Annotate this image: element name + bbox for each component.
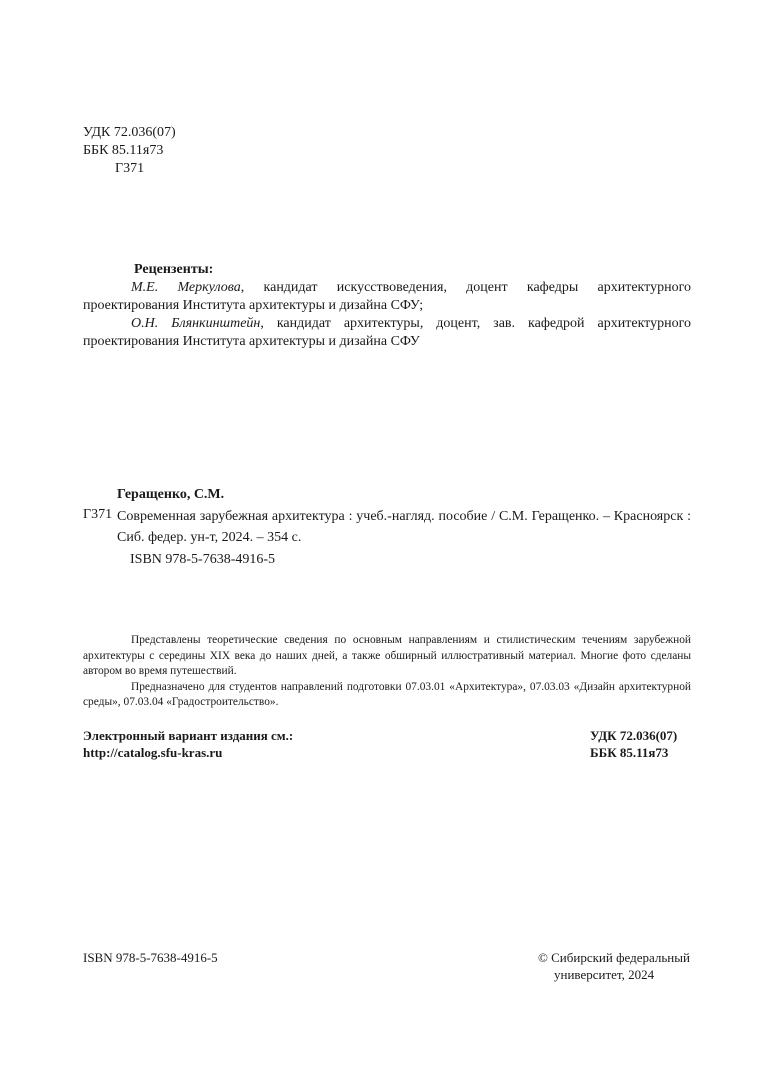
copyright [538,949,698,983]
annotation-paragraph: Предназначено для студентов направлений подготовки 07.03.01 «Архитектура», 07.03.03 «Дизайн архитектурной среды», 07.03.04 «Градостроительство». [83,680,691,708]
bbk-code: ББК 85.11я73 [83,143,164,158]
record-isbn: ISBN 978-5-7638-4916-5 [130,552,276,567]
electronic-label: Электронный вариант издания см.: [83,728,294,743]
record-description: Современная зарубежная архитектура : учеб.-нагляд. пособие / С.М. Геращенко. – Красноярск : Сиб. федер. ун-т, 2024. – 354 с. [117,509,691,545]
electronic-bbk: ББК 85.11я73 [590,745,669,760]
bibliographic-record [83,486,691,569]
reviewer-name: О.Н. Блянкинштейн [131,316,261,331]
reviewers-section [83,261,691,351]
reviewers-heading: Рецензенты: [134,262,214,277]
electronic-version [83,727,403,761]
author-sign: Г371 [115,161,145,176]
reviewer-item [83,279,691,315]
catalog-link[interactable]: http://catalog.sfu-kras.ru [83,745,223,760]
book-author: Геращенко, С.М. [117,487,225,502]
reviewer-name: М.Е. Меркулова [131,280,241,295]
reviewer-item [83,315,691,351]
reviewer-description: , кандидат архитектуры, доцент, зав. кафедрой архитектурного проектирования Института архитектуры и дизайна СФУ [83,316,691,349]
classification-block [83,124,283,178]
reviewer-description: , кандидат искусствоведения, доцент кафедры архитектурного проектирования Института архитектуры и дизайна СФУ; [83,280,691,313]
electronic-udk: УДК 72.036(07) [590,728,678,743]
udk-code: УДК 72.036(07) [83,125,176,140]
copyright-line: © Сибирский федеральный [538,950,690,965]
annotation [83,633,691,711]
electronic-codes [590,727,700,761]
record-body [83,506,691,569]
footer-isbn: ISBN 978-5-7638-4916-5 [83,950,218,965]
copyright-line: университет, 2024 [554,967,655,982]
annotation-paragraph: Представлены теоретические сведения по основным направлениям и стилистическим течениям зарубежной архитектуры с середины XIX века до наших дней, а также обширный иллюстративный материал. Многие фото сделаны автором во время путешествий. [83,634,691,677]
record-sign: Г371 [83,507,113,522]
